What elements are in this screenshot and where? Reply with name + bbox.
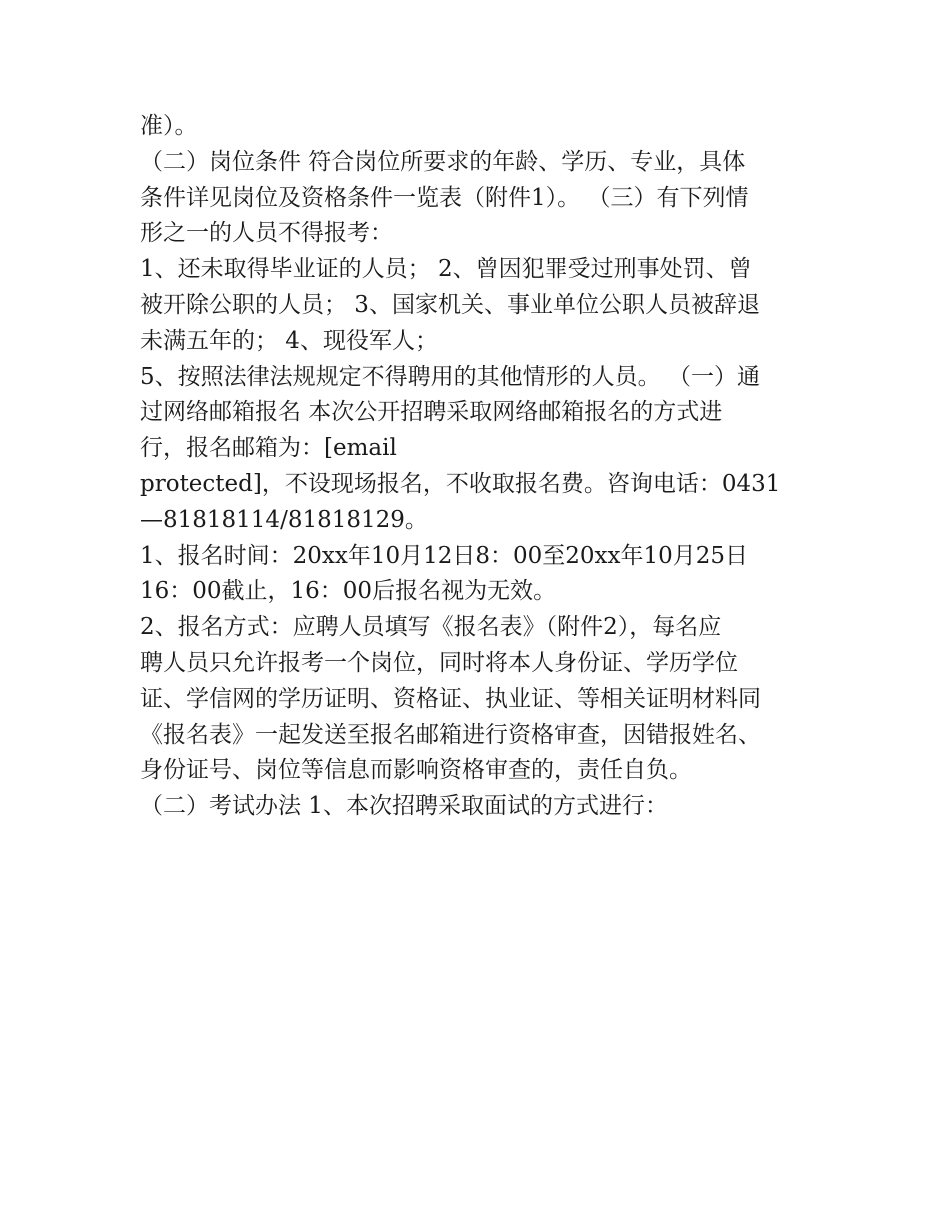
text-line: 16：00截止，16：00后报名视为无效。 — [140, 578, 557, 605]
text-line: 2、报名方式：应聘人员填写《报名表》（附件2），每名应 — [140, 614, 722, 641]
document-body — [140, 109, 830, 825]
text-line: 证、学信网的学历证明、资格证、执业证、等相关证明材料同 — [140, 685, 761, 712]
text-line: （二）岗位条件 符合岗位所要求的年龄、学历、专业，具体 — [140, 148, 746, 175]
text-line: 未满五年的； 4、现役军人； — [140, 327, 438, 354]
text-line: 聘人员只允许报考一个岗位，同时将本人身份证、学历学位 — [140, 649, 738, 676]
text-line: 1、还未取得毕业证的人员； 2、曾因犯罪受过刑事处罚、曾 — [140, 256, 752, 283]
text-line: （二）考试办法 1、本次招聘采取面试的方式进行： — [140, 793, 668, 820]
text-line: 形之一的人员不得报考： — [140, 220, 393, 247]
text-line: 行，报名邮箱为：[email — [140, 435, 397, 462]
text-line: 《报名表》一起发送至报名邮箱进行资格审查，因错报姓名、 — [140, 721, 761, 748]
text-line: 准）。 — [140, 113, 198, 139]
text-line: 1、报名时间：20xx年10月12日8：00至20xx年10月25日 — [140, 542, 749, 569]
text-line: 被开除公职的人员； 3、国家机关、事业单位公职人员被辞退 — [140, 291, 760, 318]
text-line: 条件详见岗位及资格条件一览表（附件1）。 （三）有下列情 — [140, 184, 749, 211]
text-line: protected]，不设现场报名，不收取报名费。咨询电话：0431 — [140, 470, 781, 497]
text-line: —81818114/81818129。 — [140, 506, 428, 533]
text-line: 过网络邮箱报名 本次公开招聘采取网络邮箱报名的方式进 — [140, 399, 723, 426]
text-line: 5、按照法律法规规定不得聘用的其他情形的人员。 （一）通 — [140, 363, 760, 390]
text-line: 身份证号、岗位等信息而影响资格审查的，责任自负。 — [140, 757, 692, 784]
